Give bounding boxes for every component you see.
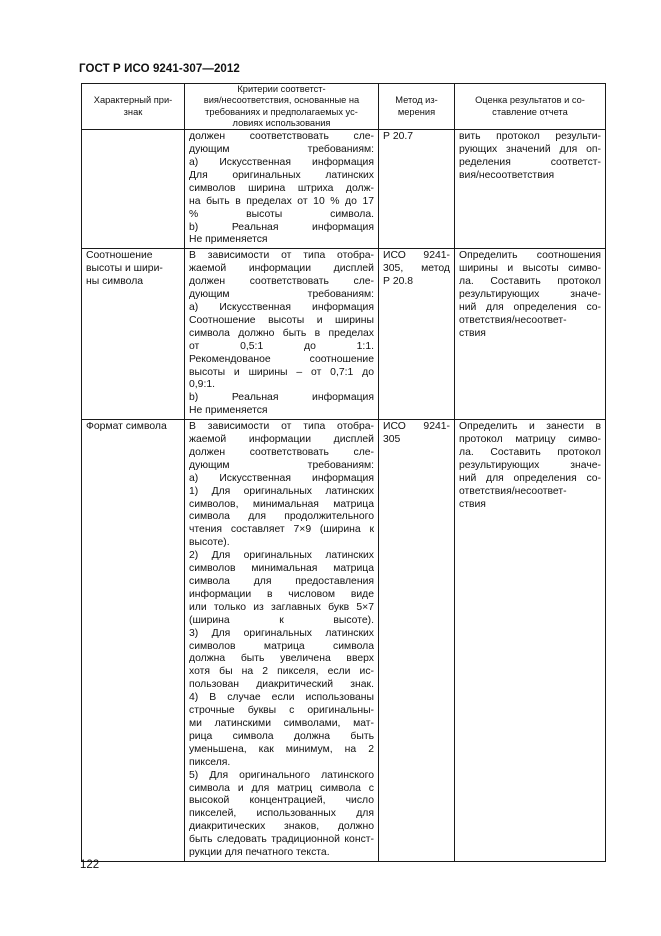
criteria-line: (ширина к высоте). — [189, 614, 374, 626]
report-line: результирующих значе- — [459, 289, 601, 301]
criteria-line: ми латинскими символами, мат- — [189, 717, 374, 729]
criteria-line: 5) Для оригинального латинского — [189, 769, 374, 781]
cell-criteria — [185, 130, 379, 249]
report-line: ла. Составить протокол — [459, 276, 601, 288]
criteria-line: символов, минимальная матрица — [189, 498, 374, 510]
criteria-line: В зависимости от типа отобра- — [189, 250, 374, 262]
report-line: ний для определения со- — [459, 301, 601, 313]
criteria-line: рукции для печатного текста. — [189, 847, 330, 859]
method-line: Р 20.8 — [383, 276, 414, 288]
criteria-line: на быть в пределах от 10 % до 17 — [189, 195, 374, 207]
criteria-line: должен соответствовать сле- — [189, 131, 374, 143]
criteria-line: В зависимости от типа отобра- — [189, 421, 374, 433]
feature-line: высоты и шири- — [86, 263, 163, 275]
criteria-line: a) Искусственная информация — [189, 157, 374, 168]
criteria-line: символа для предоставления — [189, 576, 374, 587]
report-line: ствия — [459, 327, 486, 339]
criteria-line: пикселя. — [189, 756, 231, 768]
criteria-line: дующим требованиям: — [189, 459, 374, 471]
criteria-line: b) Реальная информация — [189, 392, 374, 404]
report-line: ширины и высоты симво- — [459, 263, 601, 275]
method-line: ИСО 9241- — [383, 250, 450, 262]
report-line: ответствия/несоответ- — [459, 485, 567, 497]
criteria-line: a) Искусственная информация — [189, 472, 374, 484]
criteria-line: b) Реальная информация — [189, 221, 374, 233]
criteria-line: быть следовать традиционной конст- — [189, 834, 374, 846]
feature-line: ны символа — [86, 276, 144, 288]
report-line: ствия — [459, 498, 486, 510]
criteria-line: рица символа должна быть — [189, 730, 374, 742]
report-line: ответствия/несоответ- — [459, 314, 567, 326]
cell-method — [379, 420, 455, 862]
criteria-line: высоты и ширины – от 0,7:1 до — [189, 366, 374, 378]
header-method: Метод из- мерения — [379, 84, 455, 130]
header-feature: Характерный при- знак — [82, 84, 185, 130]
table-row — [82, 249, 606, 420]
criteria-line: или только из заглавных букв 5×7 — [189, 601, 374, 613]
report-line: рующих значений для оп- — [459, 144, 601, 156]
report-line: ла. Составить протокол — [459, 446, 601, 458]
method-line: 305, метод — [383, 263, 450, 275]
criteria-line: высоте). — [189, 537, 230, 549]
cell-criteria — [185, 420, 379, 862]
criteria-line: от 0,5:1 до 1:1. — [189, 340, 374, 352]
criteria-line: должен соответствовать сле- — [189, 276, 374, 288]
criteria-line: символов матрица символа — [189, 640, 374, 652]
report-line: протокол матрицу симво- — [459, 434, 601, 446]
method-line: Р 20.7 — [383, 131, 414, 143]
page-number: 122 — [80, 859, 100, 871]
criteria-line: информации в числовом виде — [189, 588, 374, 600]
criteria-line: Соотношение высоты и ширины — [189, 314, 374, 326]
cell-report — [455, 420, 606, 862]
criteria-line: % высоты символа. — [189, 208, 374, 220]
criteria-line: 3) Для оригинальных латинских — [189, 627, 374, 639]
criteria-line: пользован диакритический знак. — [189, 679, 374, 691]
criteria-line: дующим требованиям: — [189, 289, 374, 301]
method-line: 305 — [383, 434, 401, 446]
report-line: Определить и занести в — [459, 421, 601, 433]
cell-feature — [82, 130, 185, 249]
method-line: ИСО 9241- — [383, 421, 450, 433]
report-line: Определить соотношения — [459, 250, 601, 262]
criteria-line: хотя бы на 2 пикселя, если ис- — [189, 666, 374, 678]
cell-criteria — [185, 249, 379, 420]
report-line: ний для определения со- — [459, 472, 601, 484]
criteria-line: символа должно быть в пределах — [189, 327, 374, 339]
report-line: вия/несоответствия — [459, 169, 555, 181]
criteria-line: уменьшена, как минимум, на 2 — [189, 743, 374, 755]
cell-report — [455, 130, 606, 249]
criteria-line: Не применяется — [189, 234, 268, 246]
criteria-line: символа для продолжительного — [189, 511, 374, 523]
criteria-line: символов ширина штриха долж- — [189, 182, 374, 194]
criteria-line: должна быть увеличена вверх — [189, 653, 374, 665]
cell-method — [379, 249, 455, 420]
criteria-line: символов минимальная матрица — [189, 563, 374, 575]
criteria-line: Не применяется — [189, 405, 268, 417]
criteria-line: диакритических знаков, должно — [189, 821, 374, 833]
report-line: результирующих значе- — [459, 459, 601, 471]
criteria-line: 2) Для оригинальных латинских — [189, 550, 374, 562]
cell-report — [455, 249, 606, 420]
cell-method — [379, 130, 455, 249]
criteria-line: символа и для матриц символа с — [189, 782, 374, 794]
header-report: Оценка результатов и со- ставление отчета — [455, 84, 606, 130]
criteria-line: 0,9:1. — [189, 379, 215, 391]
document-title: ГОСТ Р ИСО 9241-307—2012 — [79, 63, 240, 75]
criteria-line: жаемой информации дисплей — [189, 434, 374, 446]
criteria-line: 1) Для оригинальных латинских — [189, 485, 374, 497]
header-criteria: Критерии соответст- вия/несоответствия, основанные на требованиях и предполагаемых ус- ловиях использования — [185, 84, 379, 130]
table-header-row — [82, 84, 606, 130]
criteria-line: пикселей, использованных для — [189, 808, 374, 820]
criteria-line: Для оригинальных латинских — [189, 169, 374, 181]
table-row — [82, 130, 606, 249]
criteria-line: жаемой информации дисплей — [189, 263, 374, 275]
criteria-line: строчные буквы с оригинальны- — [189, 705, 374, 717]
criteria-line: должен соответствовать сле- — [189, 446, 374, 458]
criteria-line: Рекомендованое соотношение — [189, 353, 374, 365]
requirements-table — [81, 83, 606, 862]
criteria-line: высокой концентрацией, число — [189, 795, 374, 807]
cell-feature — [82, 249, 185, 420]
feature-line: Формат символа — [86, 421, 167, 433]
criteria-line: 4) В случае если использованы — [189, 692, 374, 704]
report-line: ределения соответст- — [459, 157, 601, 168]
criteria-line: чтения составляет 7×9 (ширина к — [189, 524, 374, 536]
criteria-line: дующим требованиям: — [189, 144, 374, 156]
feature-line: Соотношение — [86, 250, 153, 262]
cell-feature — [82, 420, 185, 862]
criteria-line: a) Искусственная информация — [189, 301, 374, 313]
report-line: вить протокол результи- — [459, 131, 601, 143]
table-row — [82, 420, 606, 862]
